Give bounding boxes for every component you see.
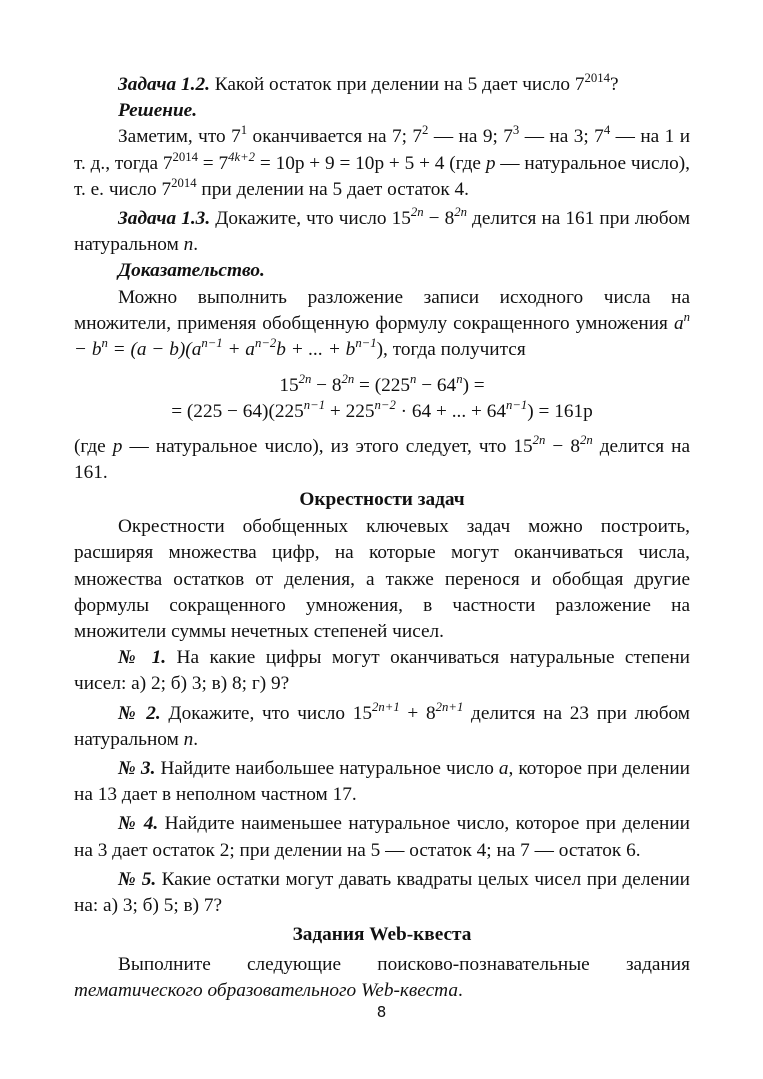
task-label: Задача 1.2. [118,74,210,95]
proof-conclusion: (где p — натуральное число), из этого следует, что $15^{2n} - 8^{2n}$ делится на 161. [74,432,691,483]
page-number: 8 [376,1003,387,1021]
task-1-2: Задача 1.2. Какой остаток при делении на 5 дает число $7^{2014}$? [118,71,619,95]
task-1-3: Задача 1.3. Докажите, что число $15^{2n} - 8^{2n}$ делится на 161 при любом натуральном n. [74,205,691,256]
equation-line-2: = $(225 - 64)(225^{n-1} + 225^{n-2} \cdot 64$ + ... + $64^{n-1}) = 161p$ [171,398,593,423]
exercise-1: № 1. На какие цифры могут оканчиваться натуральные степени чисел: а) 2; б) 3; в) 8; г) 9? [74,647,690,695]
quest-paragraph: Выполните следующие поисково-познавательные задания тематического образовательного Web-квеста. [74,953,690,1001]
solution-heading: Решение. [118,100,198,122]
proof-heading: Доказательство. [118,260,265,282]
section-heading-neighborhoods: Окрестности задач [299,489,465,511]
page-content [74,72,690,1004]
exercise-2: № 2. Докажите, что число $15^{2n+1} + 8^{2n+1}$ делится на 23 при любом натуральном n. [74,699,690,750]
exercise-3: № 3. Найдите наибольшее натуральное число a, которое при делении на 13 дает в неполном частном 17. [74,758,690,806]
solution-text: Заметим, что $7^1$ оканчивается на 7; $7^2$ — на 9; $7^3$ — на 3; $7^4$ — на 1 и т. д., тогда $7^{2014} = 7^{4k+2} = 10p + 9 = 10p + 5 + 4$ (где p — натуральное число), т. е. число $7^{2014}$ при делении на 5 дает остаток 4. [74,123,691,200]
exercise-4: № 4. Найдите наименьшее натуральное число, которое при делении на 3 дает остаток 2; при делении на 5 — остаток 4; на 7 — остаток 6. [74,813,690,861]
proof-text: Можно выполнить разложение записи исходного числа на множители, применяя обобщенную формулу сокращенного умножения $a^n - b^n = (a - b)(a^{n-1} + a^{n-2}b$ + ... + $b^{n-1}$), тогда получится [74,286,690,361]
section-heading-web-quest: Задания Web-квеста [292,924,472,946]
exercise-5: № 5. Какие остатки могут давать квадраты целых чисел при делении на: а) 3; б) 5; в) 7? [74,868,690,917]
intro-paragraph: Окрестности обобщенных ключевых задач можно построить, расширяя множества цифр, на которые могут оканчиваться числа, множества остатков от деления, а также перенося и обобщая другие формулы сокращенного умножения, в частности разложение на множители суммы нечетных степеней чисел. [74,516,690,643]
equation-line-1: $15^{2n} - 8^{2n} = (225^n - 64^n)$ = [279,372,485,397]
